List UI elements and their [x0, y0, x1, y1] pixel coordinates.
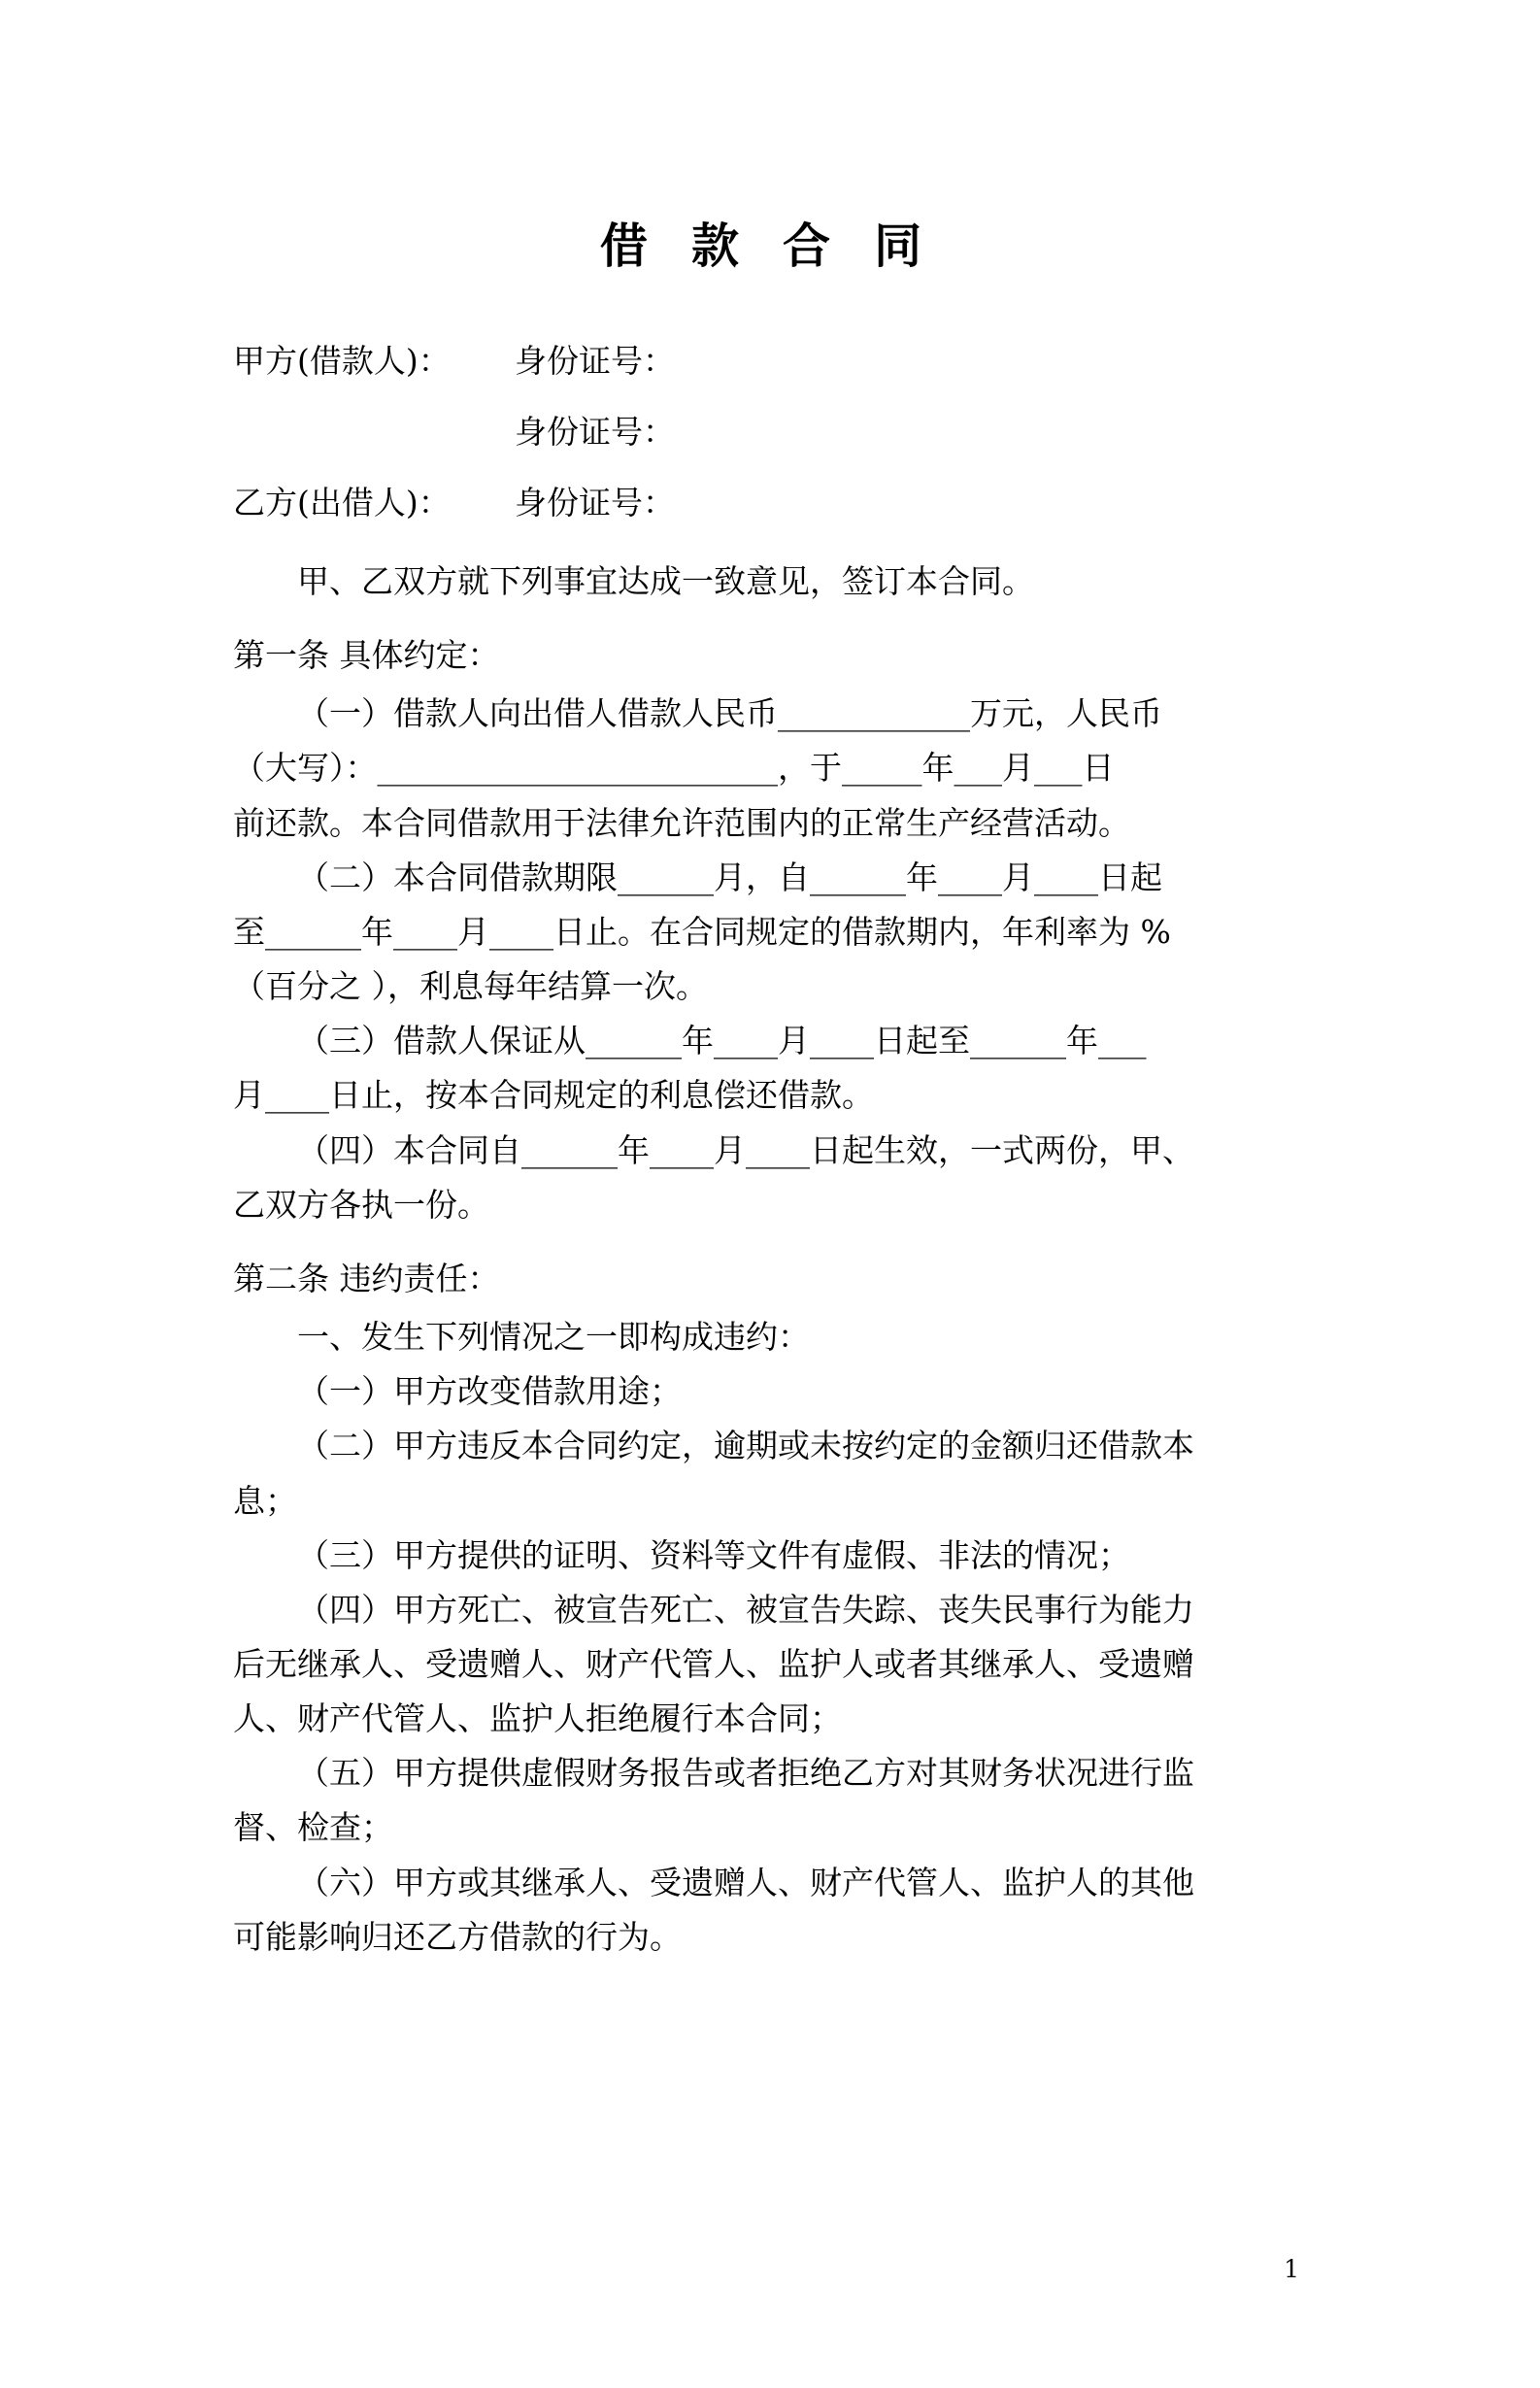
party-label-borrower: 甲方(借款人)： — [233, 342, 451, 380]
party-id-label-secondary: 身份证号： — [515, 413, 675, 451]
section-2-items — [233, 1367, 1302, 1962]
item-2-3-line-1: （三）甲方提供的证明、资料等文件有虚假、非法的情况； — [297, 1535, 1130, 1574]
item-1-4-line-1: （四）本合同自______年____月____日起生效，一式两份，甲、 — [297, 1130, 1194, 1169]
item-1-1-line-1: （一）借款人向出借人借款人民币____________万元，人民币 — [297, 694, 1162, 733]
item-1-2-line-2: 至______年____月____日止。在合同规定的借款期内，年利率为 % — [233, 912, 1171, 951]
section-2-heading: 第二条 违约责任： — [233, 1259, 500, 1297]
item-2-4-line-2: 后无继承人、受遗赠人、财产代管人、监护人或者其继承人、受遗赠 — [233, 1644, 1194, 1683]
item-2-4-line-1: （四）甲方死亡、被宣告死亡、被宣告失踪、丧失民事行为能力 — [297, 1590, 1194, 1629]
party-row-secondary — [233, 413, 1302, 451]
party-row-borrower — [233, 342, 1302, 380]
item-2-2-line-2: 息； — [233, 1481, 297, 1520]
item-1-1-line-2: （大写）：_________________________，于_____年___月___日 — [233, 749, 1115, 788]
party-row-lender — [233, 484, 1302, 521]
page-number: 1 — [1284, 2255, 1299, 2283]
item-2-6-line-2: 可能影响归还乙方借款的行为。 — [233, 1917, 682, 1956]
item-2-2-line-1: （二）甲方违反本合同约定，逾期或未按约定的金额归还借款本 — [297, 1427, 1194, 1465]
section-1-items — [233, 689, 1302, 1229]
item-2-1-line-1: （一）甲方改变借款用途； — [297, 1372, 682, 1411]
party-id-label-lender: 身份证号： — [515, 484, 675, 521]
preamble-paragraph: 甲、乙双方就下列事宜达成一致意见，签订本合同。 — [297, 562, 1034, 600]
item-1-1-line-3: 前还款。本合同借款用于法律允许范围内的正常生产经营活动。 — [233, 803, 1130, 842]
item-1-3-line-2: 月____日止，按本合同规定的利息偿还借款。 — [233, 1076, 874, 1115]
item-2-5-line-1: （五）甲方提供虚假财务报告或者拒绝乙方对其财务状况进行监 — [297, 1754, 1194, 1793]
party-id-label-borrower: 身份证号： — [515, 342, 675, 380]
item-1-2-line-3: （百分之 ），利息每年结算一次。 — [233, 967, 708, 1006]
party-label-lender: 乙方(出借人)： — [233, 484, 451, 521]
item-1-4-line-2: 乙双方各执一份。 — [233, 1185, 489, 1224]
document-page — [0, 209, 1540, 2388]
party-block — [233, 342, 1302, 521]
item-1-3-line-1: （三）借款人保证从______年____月____日起至______年___ — [297, 1022, 1147, 1060]
page-title: 借 款 合 同 — [599, 218, 936, 274]
item-2-5-line-2: 督、检查； — [233, 1808, 393, 1847]
item-1-2-line-1: （二）本合同借款期限______月，自______年____月____日起 — [297, 858, 1162, 896]
section-1-heading: 第一条 具体约定： — [233, 636, 500, 675]
item-2-6-line-1: （六）甲方或其继承人、受遗赠人、财产代管人、监护人的其他 — [297, 1863, 1194, 1901]
item-2-4-line-3: 人、财产代管人、监护人拒绝履行本合同； — [233, 1699, 842, 1738]
section-2-intro: 一、发生下列情况之一即构成违约： — [297, 1318, 810, 1357]
